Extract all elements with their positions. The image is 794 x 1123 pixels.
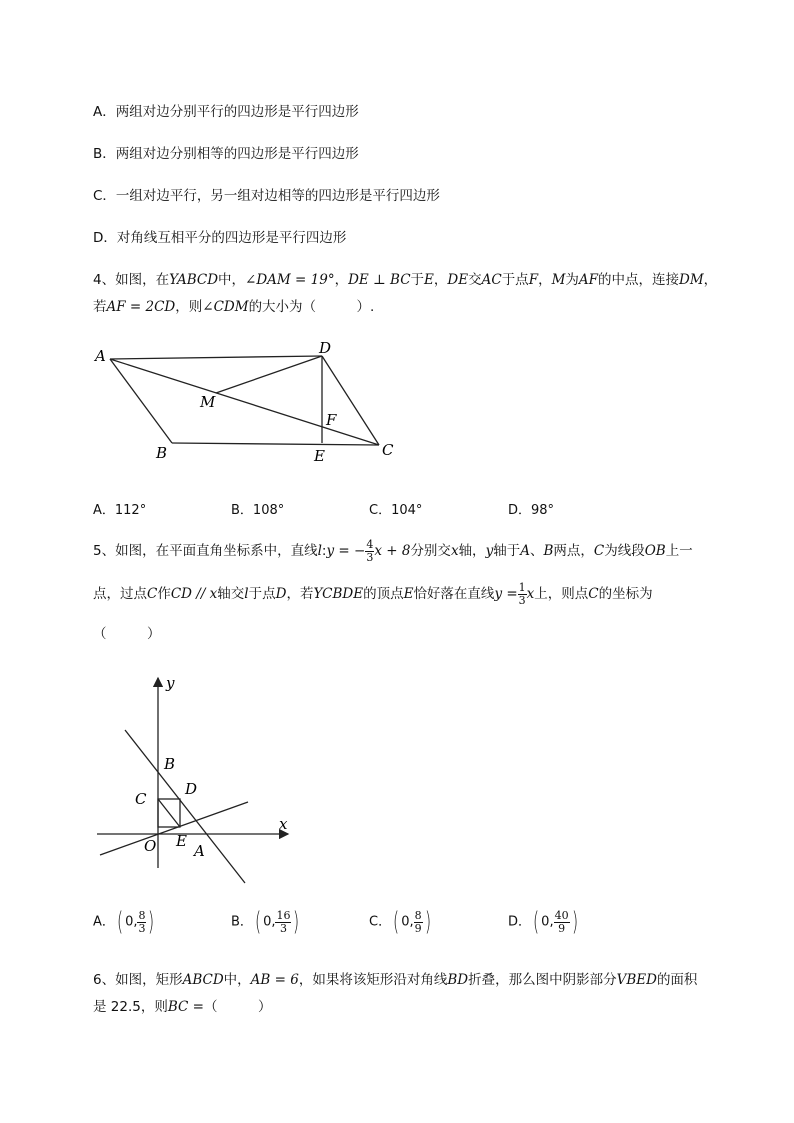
q5-option-a: A．( 0, $\frac{8}{3}$ ) (93, 907, 155, 937)
q4-label-f: F (326, 411, 337, 429)
q6-stem-line2: 是 22.5，则BC =（ ） (93, 999, 272, 1015)
q5-line-y-third-x (100, 802, 248, 855)
q5-option-d: D．( 0, $\frac{40}{9}$ ) (508, 907, 578, 937)
q3-option-a: A．两组对边分别平行的四边形是平行四边形 (93, 104, 359, 120)
q5-fraction-4-3: $\frac{4}{3}$ (366, 538, 374, 564)
q4-edge-ab (110, 359, 172, 443)
q4-label-m: M (200, 393, 216, 411)
q5-option-c: C．( 0, $\frac{8}{9}$ ) (369, 907, 431, 937)
q5-label-o: O (144, 837, 157, 855)
q4-stem-line1: 4、如图，在YABCD中，∠DAM = 19°，DE ⊥ BC于E，DE交AC于点F，M为AF的中点，连接DM， (93, 272, 718, 288)
q5-stem-line2: 点，过点C作CD // x轴交l于点D，若YCBDE的顶点E恰好落在直线y = $\frac{1}{3}$ x上，则点C的坐标为 (93, 581, 653, 607)
q5-label-x: x (279, 815, 288, 833)
q5-label-b: B (164, 755, 176, 773)
q5-answer-blank: （ ） (93, 626, 161, 642)
q3-option-d: D．对角线互相平分的四边形是平行四边形 (93, 230, 347, 246)
q5-label-a: A (194, 842, 205, 860)
q4-diagonal-ac (110, 359, 379, 445)
q4-option-b: B．108° (231, 503, 285, 518)
q3-option-c: C．一组对边平行，另一组对边相等的四边形是平行四边形 (93, 188, 440, 204)
q5-coordinate-figure (90, 668, 310, 888)
q4-option-d: D．98° (508, 503, 555, 518)
q5-label-d: D (185, 780, 198, 798)
q5-segment-ce (158, 799, 180, 827)
q4-option-a: A．112° (93, 503, 147, 518)
q5-label-y: y (166, 674, 175, 692)
q4-label-a: A (95, 347, 106, 365)
q4-label-b: B (156, 444, 168, 462)
q4-edge-bc (172, 443, 379, 445)
q4-edge-dc (322, 356, 379, 445)
q5-option-b: B．( 0, $\frac{16}{3}$ ) (231, 907, 300, 937)
q5-label-e: E (176, 832, 187, 850)
q4-label-d: D (319, 339, 332, 357)
q4-edge-ad (110, 356, 322, 359)
q4-label-e: E (314, 447, 325, 465)
q3-option-b: B．两组对边分别相等的四边形是平行四边形 (93, 146, 359, 162)
q4-label-c: C (382, 441, 394, 459)
q5-label-c: C (135, 790, 147, 808)
q4-stem-line2: 若AF = 2CD，则∠CDM的大小为（ ）. (93, 299, 375, 315)
q5-stem-line1: 5、如图，在平面直角坐标系中，直线l:y = − $\frac{4}{3}$ x + 8分别交x轴，y轴于A、B两点，C为线段OB上一 (93, 538, 693, 564)
q5-fraction-1-3: $\frac{1}{3}$ (518, 581, 526, 607)
q4-parallelogram-figure (90, 335, 410, 470)
q4-option-c: C．104° (369, 503, 423, 518)
q4-segment-dm (216, 356, 322, 393)
q6-stem-line1: 6、如图，矩形ABCD中，AB = 6，如果将该矩形沿对角线BD折叠，那么图中阴影部分VBED的面积 (93, 972, 698, 988)
